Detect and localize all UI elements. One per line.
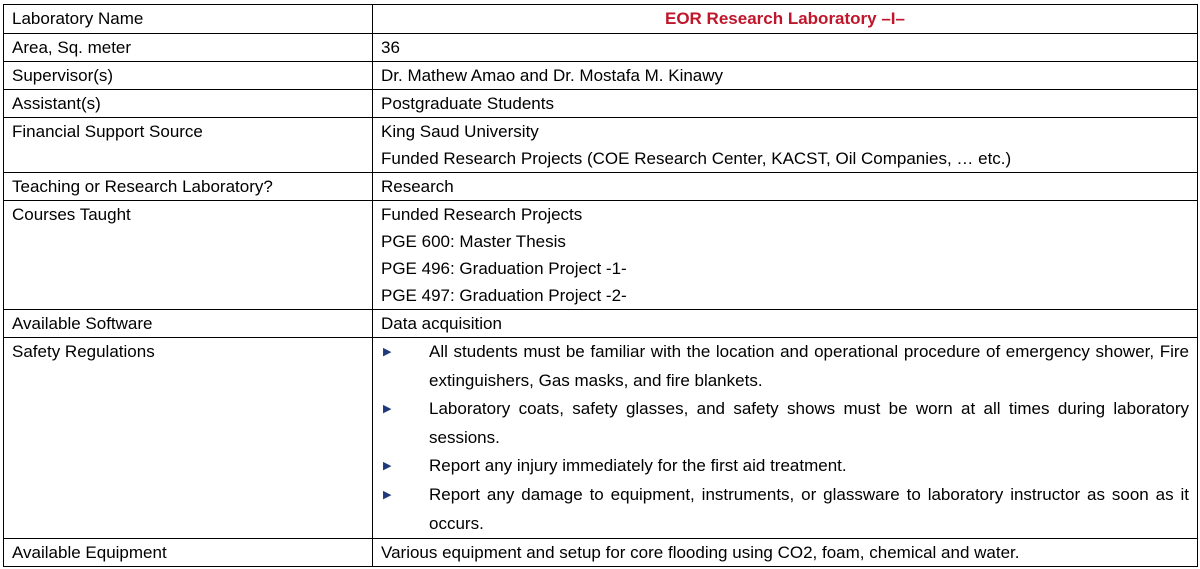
list-item [381,395,1189,452]
row-label: Available Software [4,310,373,338]
available-equipment-value: Various equipment and setup for core flooding using CO2, foam, chemical and water. [373,539,1198,567]
table-row-available-software [4,310,1198,338]
row-label: Available Equipment [4,539,373,567]
financial-support-value [373,118,1198,173]
safety-rule-text: All students must be familiar with the location and operational procedure of emergency shower, Fire extinguishers, Gas masks, and fire blankets. [429,342,1189,390]
row-label: Supervisor(s) [4,62,373,90]
lab-info-table [3,4,1198,567]
financial-support-line: Funded Research Projects (COE Research Center, KACST, Oil Companies, … etc.) [381,149,1012,168]
course-line: PGE 497: Graduation Project -2- [381,286,627,305]
row-label: Courses Taught [4,201,373,310]
course-line: Funded Research Projects [381,205,583,224]
course-line: PGE 600: Master Thesis [381,232,566,251]
available-software-value: Data acquisition [373,310,1198,338]
triangle-right-icon: ▶ [383,346,392,358]
list-item [381,338,1189,395]
table-row-lab-type [4,173,1198,201]
row-label: Safety Regulations [4,338,373,539]
safety-rule-text: Laboratory coats, safety glasses, and safety shows must be worn at all times during laboratory sessions. [429,399,1189,447]
assistants-value: Postgraduate Students [373,90,1198,118]
safety-rules-list [381,338,1189,538]
course-line: PGE 496: Graduation Project -1- [381,259,627,278]
table-row-area [4,34,1198,62]
financial-support-line: King Saud University [381,122,539,141]
triangle-right-icon: ▶ [383,460,392,472]
triangle-right-icon: ▶ [383,489,392,501]
row-label: Laboratory Name [4,5,373,34]
table-row-supervisors [4,62,1198,90]
area-value: 36 [373,34,1198,62]
triangle-right-icon: ▶ [383,403,392,415]
row-label: Financial Support Source [4,118,373,173]
table-row-assistants [4,90,1198,118]
laboratory-name-value: EOR Research Laboratory –I– [373,5,1198,34]
row-label: Assistant(s) [4,90,373,118]
table-row-laboratory-name [4,5,1198,34]
lab-type-value: Research [373,173,1198,201]
table-row-available-equipment [4,539,1198,567]
row-label: Teaching or Research Laboratory? [4,173,373,201]
table-row-financial-support [4,118,1198,173]
safety-rule-text: Report any damage to equipment, instruments, or glassware to laboratory instructor as soon as it occurs. [429,485,1189,533]
row-label: Area, Sq. meter [4,34,373,62]
list-item [381,481,1189,538]
safety-regulations-value [373,338,1198,539]
list-item [381,452,1189,481]
supervisors-value: Dr. Mathew Amao and Dr. Mostafa M. Kinawy [373,62,1198,90]
table-row-courses-taught [4,201,1198,310]
courses-taught-value [373,201,1198,310]
table-row-safety-regulations [4,338,1198,539]
safety-rule-text: Report any injury immediately for the first aid treatment. [429,456,847,475]
